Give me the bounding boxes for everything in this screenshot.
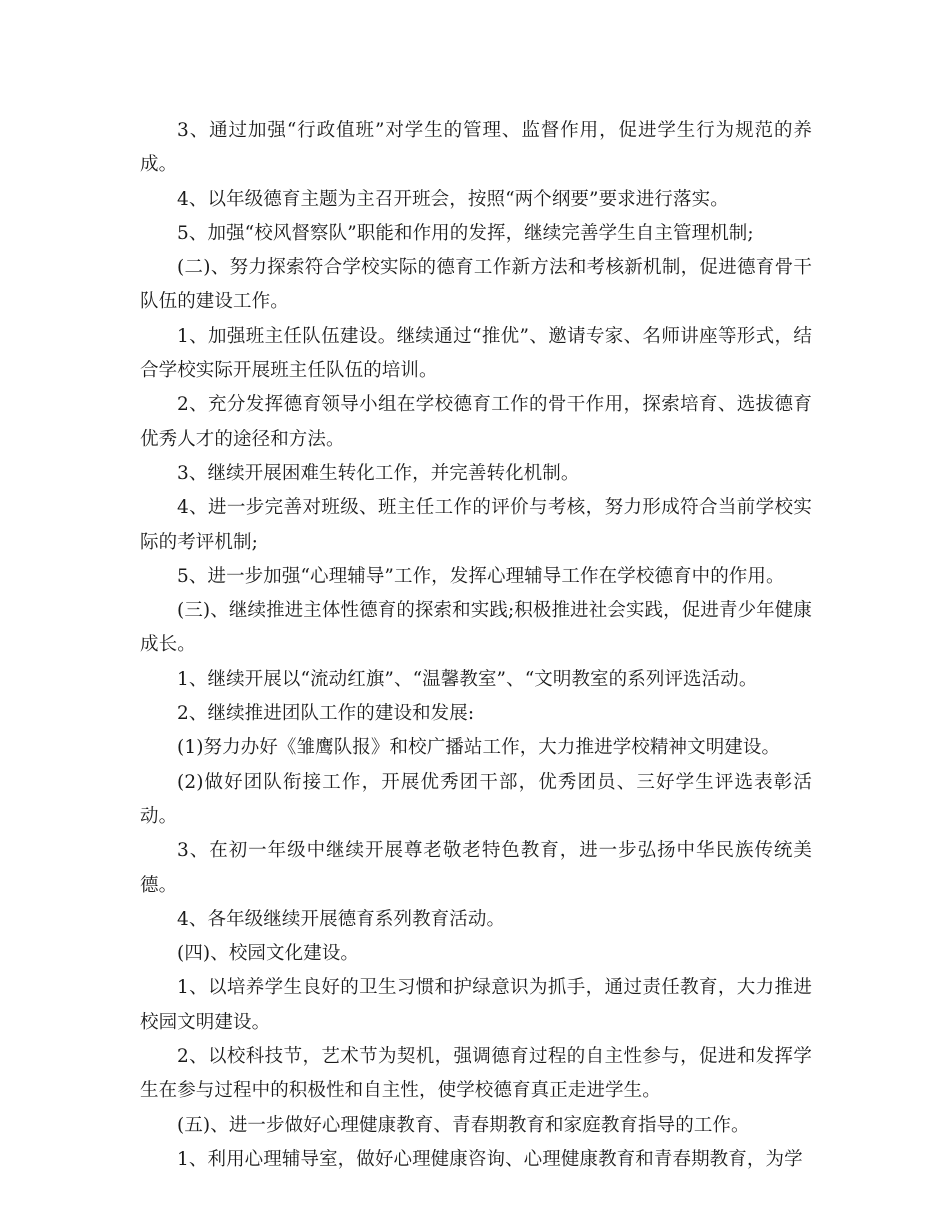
paragraph: 4、各年级继续开展德育系列教育活动。 [177,908,506,930]
paragraph: 3、在初一年级中继续开展尊老敬老特色教育，进一步弘扬中华民族传统美德。 [140,840,812,896]
paragraph: 4、以年级德育主题为主召开班会，按照“两个纲要”要求进行落实。 [177,188,729,210]
paragraph: 5、加强“校风督察队”职能和作用的发挥，继续完善学生自主管理机制; [177,222,754,244]
paragraph: 1、继续开展以“流动红旗”、“温馨教室”、“文明教室的系列评选活动。 [177,668,758,690]
paragraph: 5、进一步加强“心理辅导”工作，发挥心理辅导工作在学校德育中的作用。 [177,565,785,587]
paragraph: (2)做好团队衔接工作，开展优秀团干部，优秀团员、三好学生评选表彰活动。 [140,771,812,827]
section-heading: (四)、校园文化建设。 [177,943,360,965]
document-body [140,114,812,1177]
paragraph: 2、继续推进团队工作的建设和发展: [177,703,475,725]
section-heading: (二)、努力探索符合学校实际的德育工作新方法和考核新机制，促进德育骨干队伍的建设工作。 [140,257,812,313]
section-heading: (五)、进一步做好心理健康教育、青春期教育和家庭教育指导的工作。 [177,1114,750,1136]
paragraph: 1、加强班主任队伍建设。继续通过“推优”、邀请专家、名师讲座等形式，结合学校实际开展班主任队伍的培训。 [140,325,812,382]
paragraph: 3、通过加强“行政值班”对学生的管理、监督作用，促进学生行为规范的养成。 [140,120,812,176]
paragraph: (1)努力办好《雏鹰队报》和校广播站工作，大力推进学校精神文明建设。 [177,737,781,759]
section-heading: (三)、继续推进主体性德育的探索和实践;积极推进社会实践，促进青少年健康成长。 [140,600,812,656]
paragraph: 2、充分发挥德育领导小组在学校德育工作的骨干作用，探索培育、选拔德育优秀人才的途径和方法。 [140,394,812,450]
paragraph: 1、利用心理辅导室，做好心理健康咨询、心理健康教育和青春期教育，为学 [177,1148,803,1170]
paragraph: 1、以培养学生良好的卫生习惯和护绿意识为抓手，通过责任教育，大力推进校园文明建设。 [140,977,812,1033]
paragraph: 2、以校科技节，艺术节为契机，强调德育过程的自主性参与，促进和发挥学生在参与过程中的积极性和自主性，使学校德育真正走进学生。 [140,1046,812,1102]
paragraph: 3、继续开展困难生转化工作，并完善转化机制。 [177,462,580,484]
paragraph: 4、进一步完善对班级、班主任工作的评价与考核，努力形成符合当前学校实际的考评机制; [140,497,812,553]
